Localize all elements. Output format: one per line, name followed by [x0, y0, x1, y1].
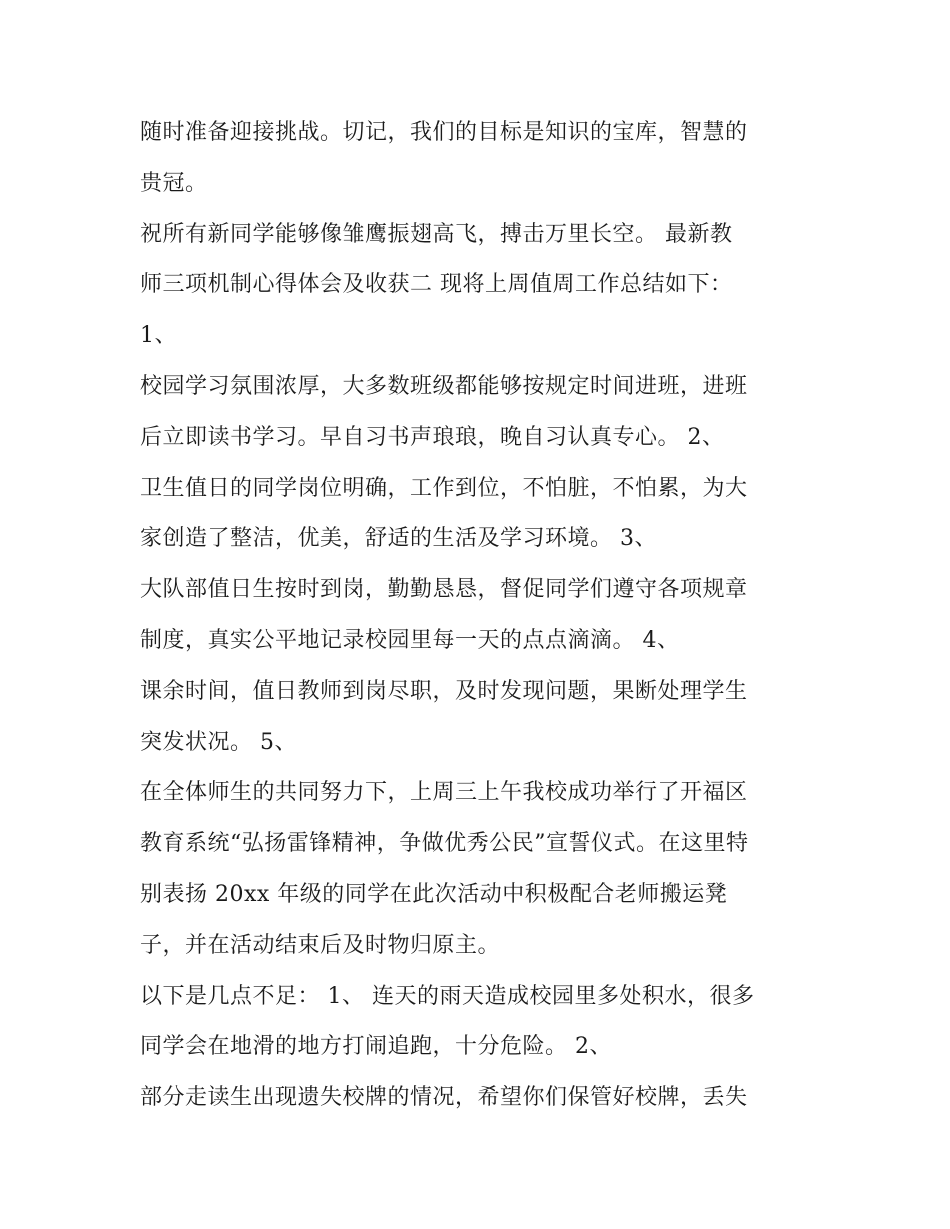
text-line: 以下是几点不足： 1、 连天的雨天造成校园里多处积水，很多	[140, 983, 755, 1009]
text-line: 大队部值日生按时到岗，勤勤恳恳，督促同学们遵守各项规章	[140, 577, 748, 603]
text-line: 部分走读生出现遗失校牌的情况，希望你们保管好校牌，丢失	[140, 1085, 748, 1111]
text-line: 随时准备迎接挑战。切记，我们的目标是知识的宝库，智慧的	[140, 120, 748, 145]
body-text	[140, 108, 820, 1124]
text-line: 祝所有新同学能够像雏鹰振翅高飞，搏击万里长空。 最新教	[140, 221, 733, 247]
text-line: 别表扬 20xx 年级的同学在此次活动中积极配合老师搬运凳	[140, 881, 728, 907]
text-line: 家创造了整洁，优美，舒适的生活及学习环境。 3、	[140, 526, 657, 552]
text-line: 制度，真实公平地记录校园里每一天的点点滴滴。 4、	[140, 627, 680, 653]
text-line: 突发状况。 5、	[140, 729, 297, 755]
text-line: 课余时间，值日教师到岗尽职，及时发现问题，果断处理学生	[140, 678, 748, 704]
text-line: 子，并在活动结束后及时物归原主。	[140, 932, 501, 958]
text-line: 师三项机制心得体会及收获二 现将上周值周工作总结如下：	[140, 272, 733, 298]
text-line: 后立即读书学习。早自习书声琅琅，晚自习认真专心。 2、	[140, 424, 725, 450]
text-line: 卫生值日的同学岗位明确，工作到位，不怕脏，不怕累，为大	[140, 475, 748, 501]
text-line: 贵冠。	[140, 170, 208, 196]
text-line: 1、	[140, 323, 177, 349]
text-line: 教育系统“弘扬雷锋精神，争做优秀公民”宣誓仪式。在这里特	[140, 831, 749, 857]
text-line: 校园学习氛围浓厚，大多数班级都能够按规定时间进班，进班	[140, 373, 748, 399]
text-line: 同学会在地滑的地方打闹追跑，十分危险。 2、	[140, 1034, 612, 1060]
text-line: 在全体师生的共同努力下，上周三上午我校成功举行了开福区	[140, 780, 748, 806]
